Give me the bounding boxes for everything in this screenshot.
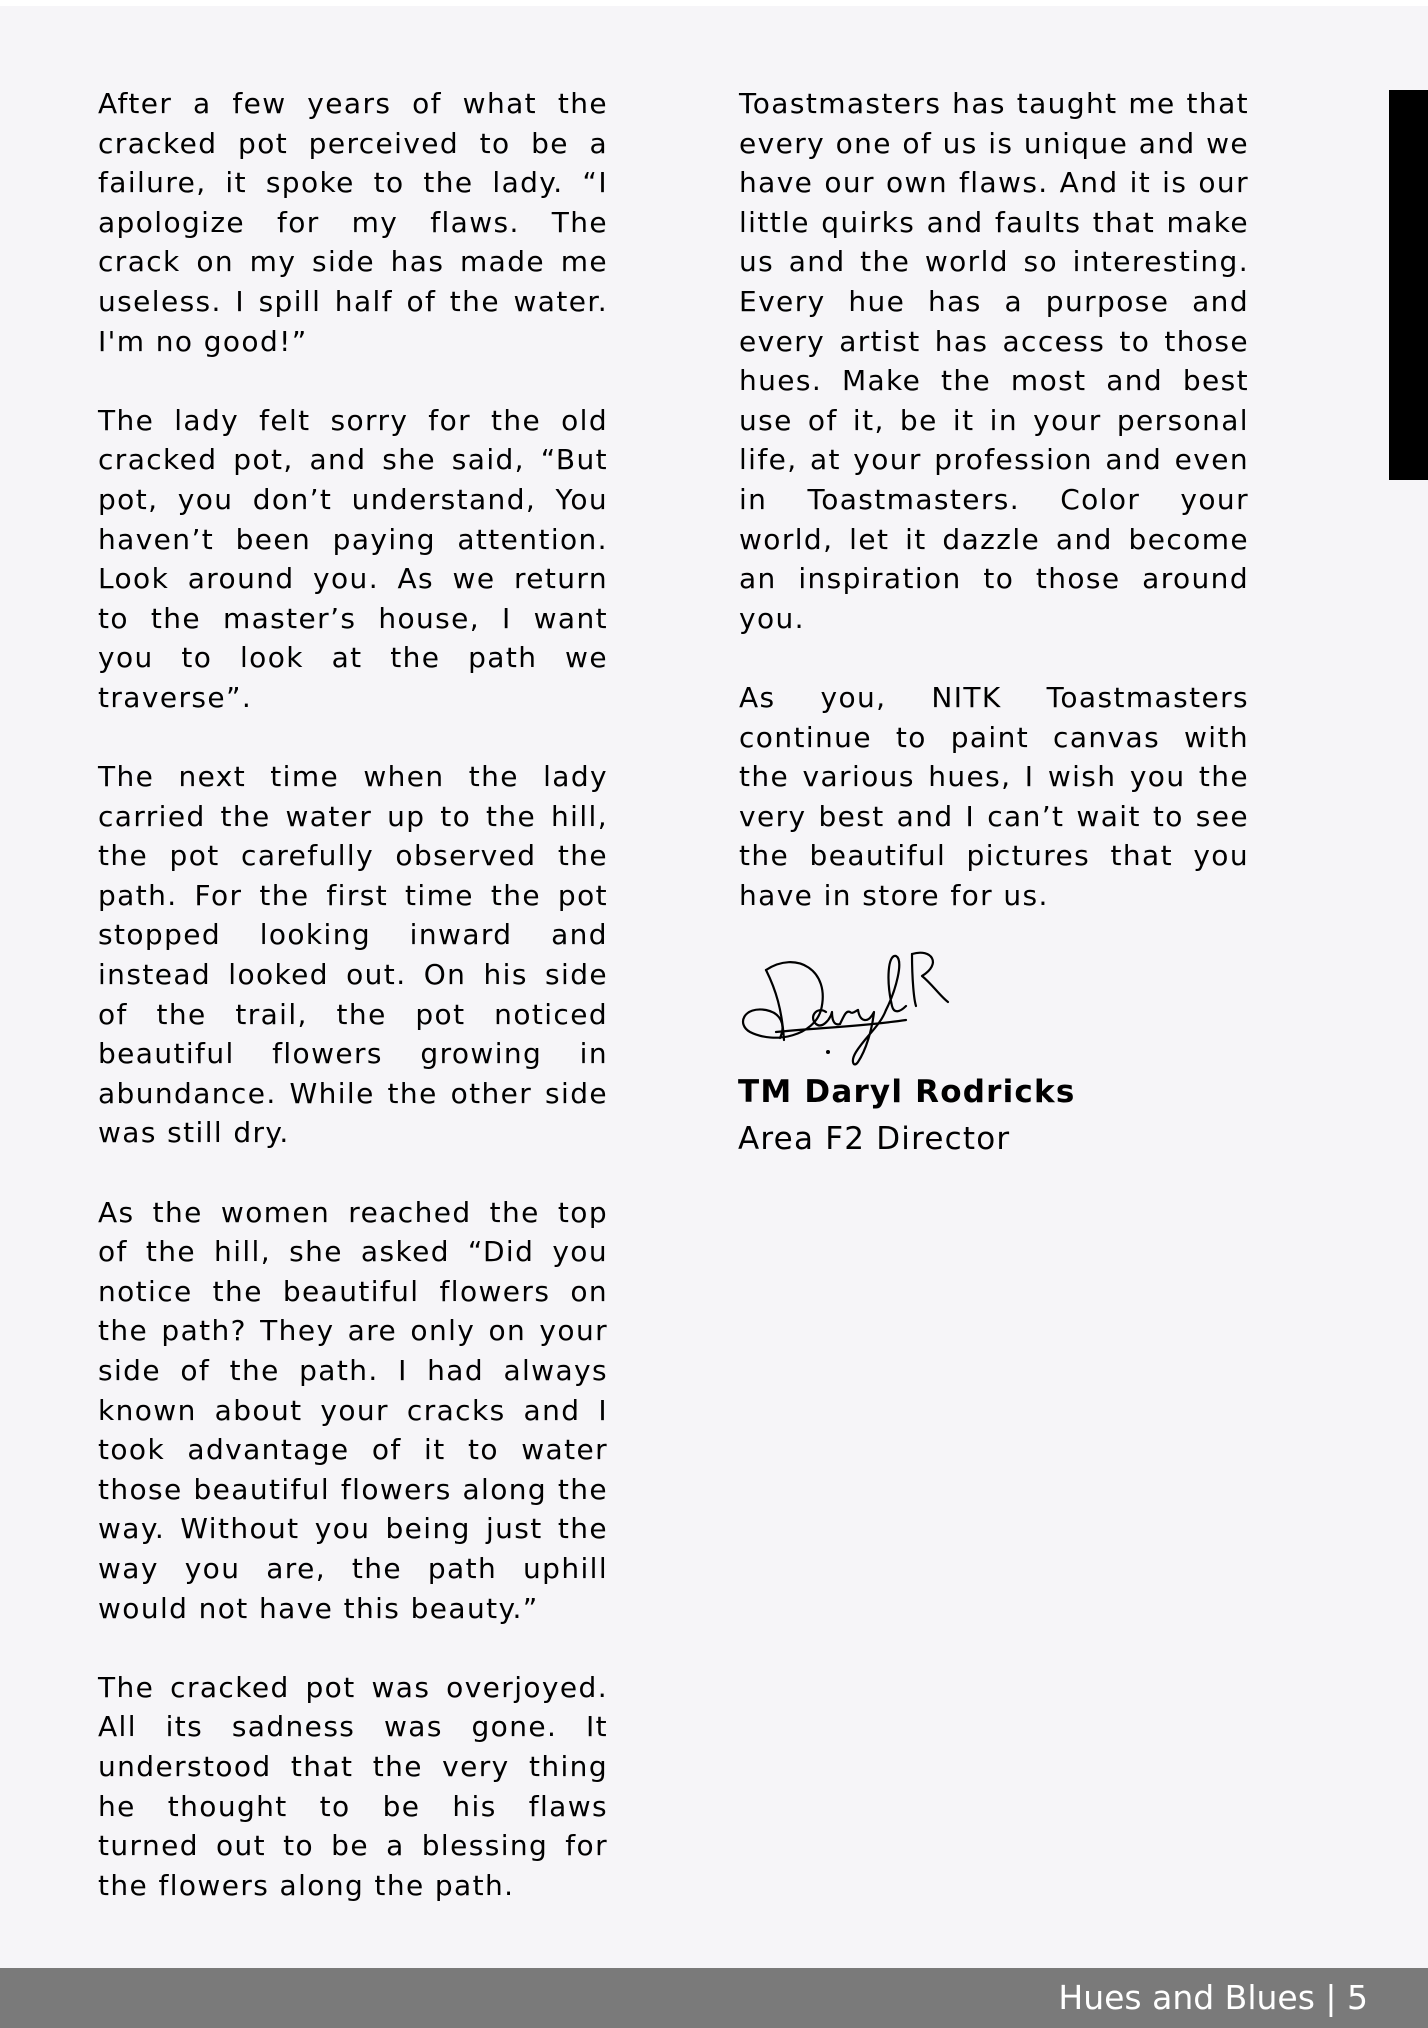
paragraph: After a few years of what the cracked pot perceived to be a failure, it spoke to the lady. “I apologize for my flaws. The crack on my side has made me useless. I spill half of the water. I'm no good!” xyxy=(98,87,608,358)
side-tab-bar xyxy=(1389,90,1428,480)
paragraph: As the women reached the top of the hill, she asked “Did you notice the beautiful flowers on the path? They are only on your side of the path. I had always known about your cracks and I took advantage of it to water those beautiful flowers along the way. Without you being just the way you are, the path uphill would not have this beauty.” xyxy=(98,1195,608,1625)
paragraph: The next time when the lady carried the water up to the hill, the pot carefully observed the path. For the first time the pot stopped looking inward and instead looked out. On his side of the trail, the pot noticed beautiful flowers growing in abundance. While the other side was still dry. xyxy=(98,760,608,1150)
paragraph: The lady felt sorry for the old cracked pot, and she said, “But pot, you don’t understand, You haven’t been paying attention. Look around you. As we return to the master’s house, I want you to look at the path we traverse”. xyxy=(98,403,608,714)
author-role: Area F2 Director xyxy=(738,1121,1011,1157)
paragraph: As you, NITK Toastmasters continue to paint canvas with the various hues, I wish you the very best and I can’t wait to see the beautiful pictures that you have in store for us. xyxy=(739,680,1249,912)
footer-page-label: Hues and Blues | 5 xyxy=(1058,1978,1368,2017)
page-footer xyxy=(0,1968,1428,2028)
left-column xyxy=(98,84,608,1905)
page-top-edge xyxy=(0,0,1428,6)
paragraph: Toastmasters has taught me that every one of us is unique and we have our own flaws. And it is our little quirks and faults that make us and the world so interesting. Every hue has a purpose and every artist has access to those hues. Make the most and best use of it, be it in your personal life, at your profession and even in Toastmasters. Color your world, let it dazzle and become an inspiration to those around you. xyxy=(739,87,1249,635)
right-column xyxy=(739,84,1249,915)
paragraph: The cracked pot was overjoyed. All its sadness was gone. It understood that the very thing he thought to be his flaws turned out to be a blessing for the flowers along the path. xyxy=(98,1670,608,1902)
author-name: TM Daryl Rodricks xyxy=(738,1074,1076,1110)
handwritten-signature xyxy=(736,940,976,1070)
